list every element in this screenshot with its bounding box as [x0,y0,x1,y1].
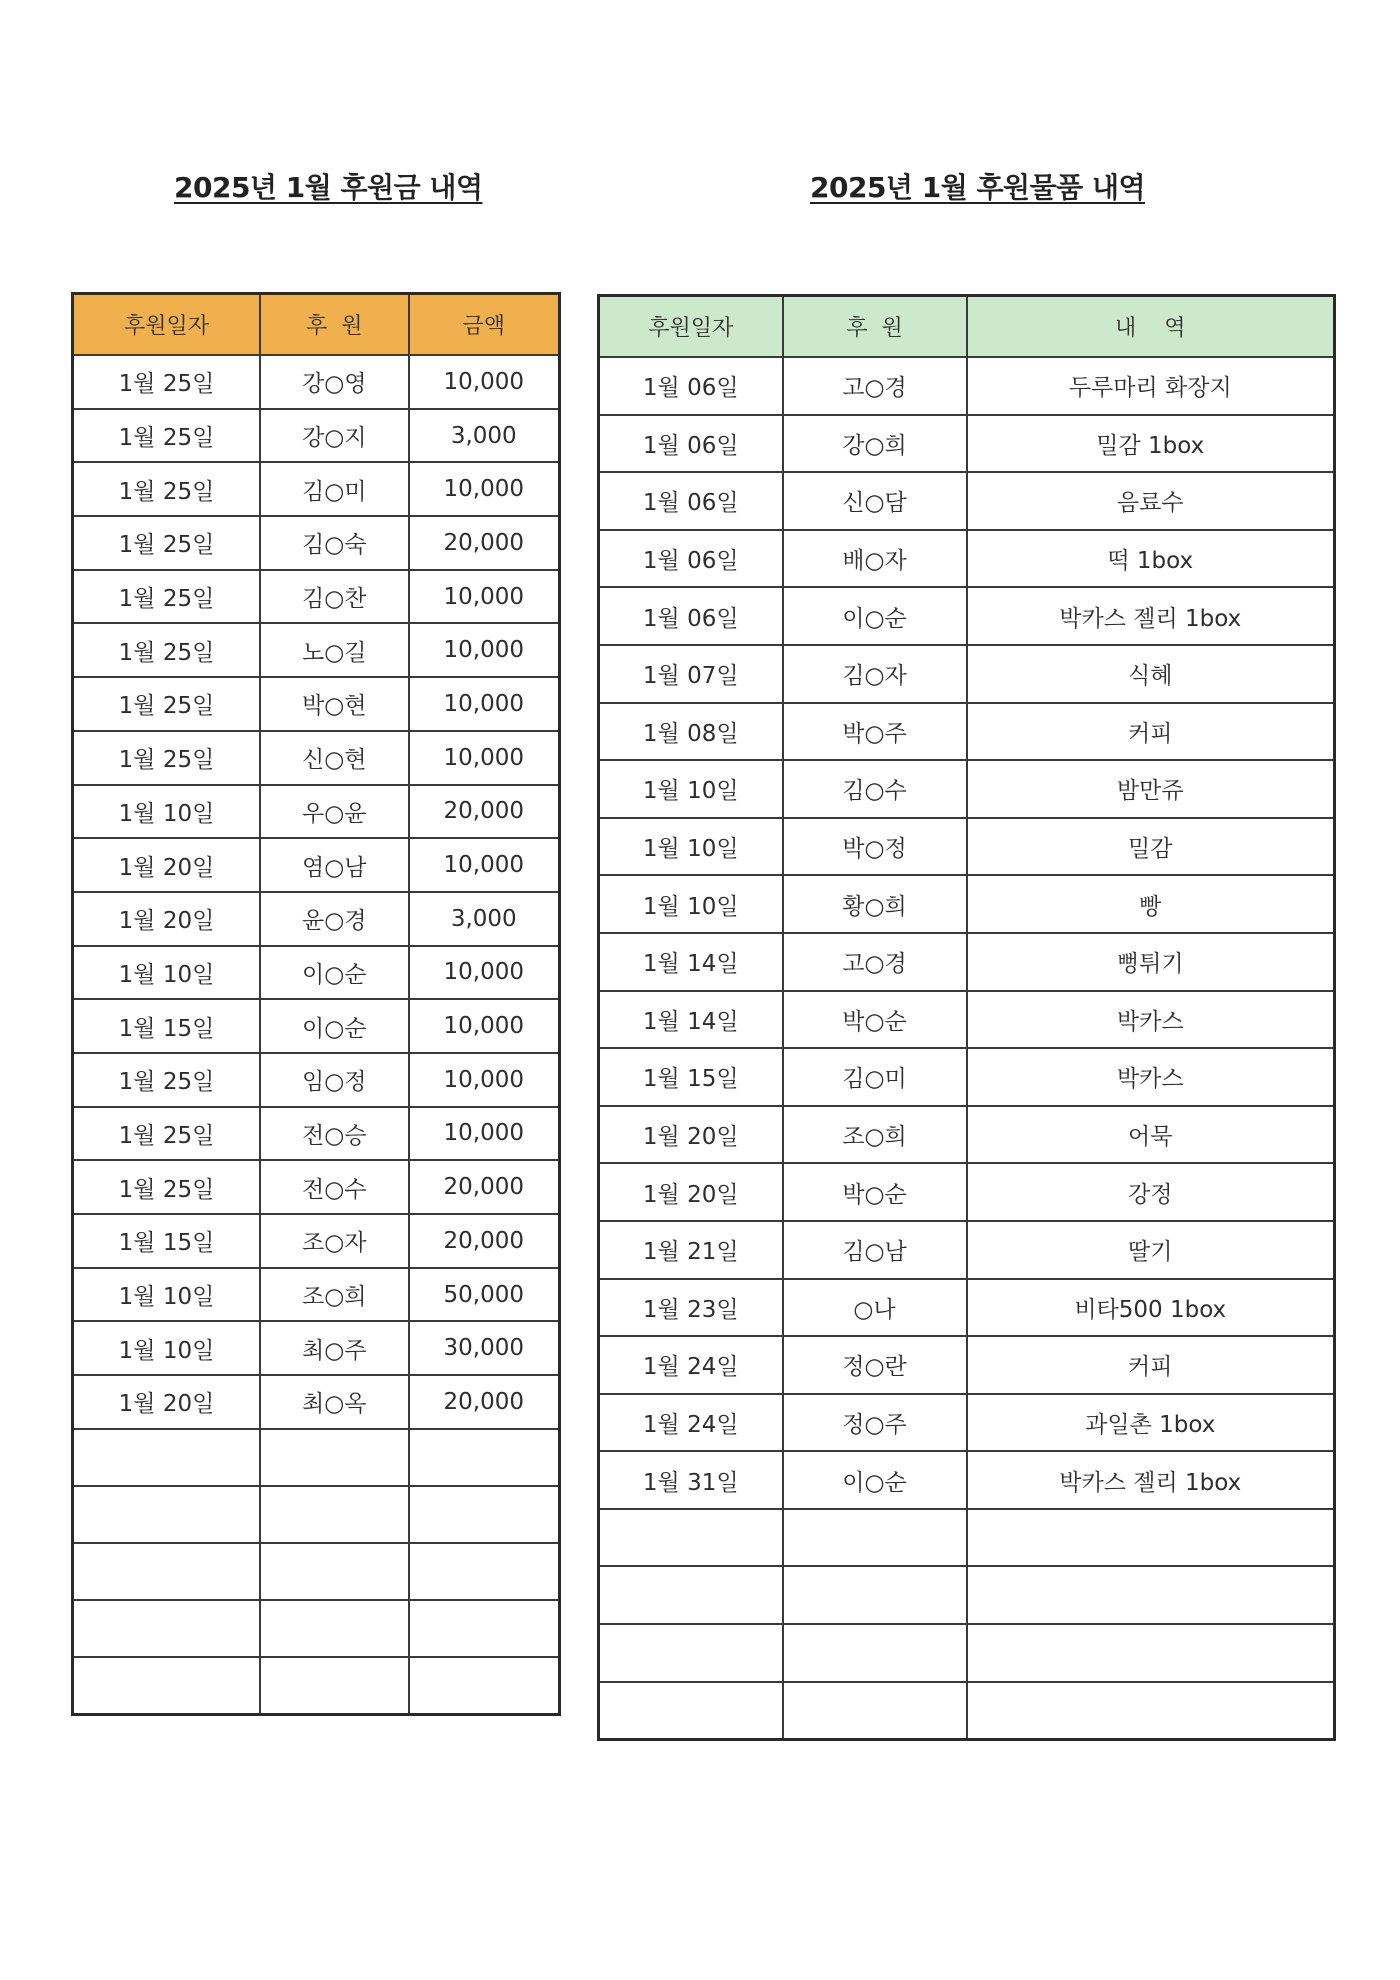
item-cell: 어묵 [967,1106,1335,1164]
donor-cell: 정○란 [783,1336,967,1394]
date-cell: 1월 25일 [73,1053,260,1107]
empty-table-row [73,1543,560,1600]
table-row [73,1160,560,1214]
donation-money-rows [73,355,560,1714]
donor-cell: 김○찬 [260,570,409,624]
date-cell: 1월 23일 [599,1279,783,1337]
donation-money-table [71,292,561,1716]
donor-cell: 김○남 [783,1221,967,1279]
item-cell: 떡 1box [967,530,1335,588]
donor-cell: 윤○경 [260,892,409,946]
donor-cell: 조○희 [260,1268,409,1322]
donor-cell: 신○현 [260,731,409,785]
column-header-items: 내 역 [967,296,1335,358]
item-cell: 박카스 [967,1048,1335,1106]
item-cell: 두루마리 화장지 [967,357,1335,415]
empty-amount-cell [409,1543,560,1600]
table-row [73,999,560,1053]
date-cell: 1월 15일 [73,1214,260,1268]
empty-date-cell [599,1624,783,1682]
donor-cell: 최○옥 [260,1375,409,1429]
item-cell: 커피 [967,1336,1335,1394]
item-cell: 식혜 [967,645,1335,703]
donor-cell: 황○희 [783,875,967,933]
empty-item-cell [967,1624,1335,1682]
date-cell: 1월 31일 [599,1451,783,1509]
date-cell: 1월 10일 [73,785,260,839]
amount-cell: 20,000 [409,1375,560,1429]
date-cell: 1월 15일 [73,999,260,1053]
amount-cell: 3,000 [409,892,560,946]
amount-cell: 10,000 [409,677,560,731]
donor-cell: 우○윤 [260,785,409,839]
table-row [599,645,1335,703]
table-row [599,1394,1335,1452]
table-row [73,1321,560,1375]
item-cell: 커피 [967,703,1335,761]
amount-cell: 10,000 [409,1107,560,1161]
item-cell: 밤만쥬 [967,760,1335,818]
date-cell: 1월 06일 [599,472,783,530]
empty-donor-cell [783,1624,967,1682]
item-cell: 과일촌 1box [967,1394,1335,1452]
donor-cell: 김○수 [783,760,967,818]
empty-table-row [73,1429,560,1486]
empty-date-cell [73,1486,260,1543]
empty-amount-cell [409,1429,560,1486]
date-cell: 1월 08일 [599,703,783,761]
table-row [599,415,1335,473]
donor-cell: 김○숙 [260,516,409,570]
item-cell: 강정 [967,1163,1335,1221]
donor-cell: 고○경 [783,357,967,415]
date-cell: 1월 10일 [599,818,783,876]
date-cell: 1월 20일 [599,1106,783,1164]
column-header-amount: 금액 [409,294,560,356]
donor-cell: 조○희 [783,1106,967,1164]
donor-cell: 박○순 [783,1163,967,1221]
donor-cell: 김○자 [783,645,967,703]
donor-cell: 임○정 [260,1053,409,1107]
donor-cell: 전○승 [260,1107,409,1161]
table-row [73,1268,560,1322]
table-row [599,587,1335,645]
table-row [73,355,560,409]
donor-cell: 이○순 [783,587,967,645]
empty-donor-cell [260,1429,409,1486]
date-cell: 1월 06일 [599,530,783,588]
amount-cell: 20,000 [409,1214,560,1268]
donor-cell: 고○경 [783,933,967,991]
date-cell: 1월 06일 [599,415,783,473]
date-cell: 1월 24일 [599,1394,783,1452]
donor-cell: 박○현 [260,677,409,731]
table-row [599,1221,1335,1279]
empty-donor-cell [260,1657,409,1715]
table-row [73,1053,560,1107]
donation-goods-table [597,294,1336,1741]
table-row [73,731,560,785]
table-row [599,875,1335,933]
empty-item-cell [967,1509,1335,1567]
table-row [73,946,560,1000]
empty-date-cell [599,1682,783,1740]
table-row [599,472,1335,530]
date-cell: 1월 20일 [73,838,260,892]
amount-cell: 10,000 [409,1053,560,1107]
donation-goods-title: 2025년 1월 후원물품 내역 [810,171,1146,204]
empty-table-row [73,1600,560,1657]
donor-cell: 김○미 [783,1048,967,1106]
empty-table-row [599,1509,1335,1567]
date-cell: 1월 21일 [599,1221,783,1279]
item-cell: 박카스 젤리 1box [967,587,1335,645]
empty-amount-cell [409,1657,560,1715]
donation-goods-rows [599,357,1335,1740]
item-cell: 딸기 [967,1221,1335,1279]
item-cell: 빵 [967,875,1335,933]
column-header-date: 후원일자 [599,296,783,358]
table-row [599,357,1335,415]
table-row [599,1163,1335,1221]
column-header-date: 후원일자 [73,294,260,356]
donor-cell: 전○수 [260,1160,409,1214]
table-row [599,1106,1335,1164]
item-cell: 밀감 [967,818,1335,876]
amount-cell: 10,000 [409,731,560,785]
table-row [73,892,560,946]
date-cell: 1월 25일 [73,516,260,570]
donor-cell: ○나 [783,1279,967,1337]
table-row [599,1451,1335,1509]
donor-cell: 강○영 [260,355,409,409]
date-cell: 1월 14일 [599,991,783,1049]
item-cell: 음료수 [967,472,1335,530]
date-cell: 1월 10일 [599,760,783,818]
date-cell: 1월 10일 [599,875,783,933]
donor-cell: 이○순 [260,946,409,1000]
empty-date-cell [73,1429,260,1486]
item-cell: 뻥튀기 [967,933,1335,991]
amount-cell: 30,000 [409,1321,560,1375]
table-row [599,991,1335,1049]
table-row [599,818,1335,876]
table-row [599,1336,1335,1394]
donation-money-title: 2025년 1월 후원금 내역 [174,171,483,204]
date-cell: 1월 06일 [599,587,783,645]
donor-cell: 배○자 [783,530,967,588]
date-cell: 1월 24일 [599,1336,783,1394]
table-row [73,677,560,731]
date-cell: 1월 25일 [73,462,260,516]
date-cell: 1월 20일 [73,892,260,946]
empty-date-cell [73,1657,260,1715]
table-row [599,1279,1335,1337]
table-row [73,1214,560,1268]
empty-item-cell [967,1566,1335,1624]
table-row [73,1375,560,1429]
donor-cell: 염○남 [260,838,409,892]
date-cell: 1월 25일 [73,623,260,677]
column-header-donor: 후 원 [260,294,409,356]
table-row [73,623,560,677]
amount-cell: 50,000 [409,1268,560,1322]
donor-cell: 노○길 [260,623,409,677]
date-cell: 1월 07일 [599,645,783,703]
empty-donor-cell [783,1682,967,1740]
date-cell: 1월 25일 [73,355,260,409]
amount-cell: 20,000 [409,1160,560,1214]
donor-cell: 이○순 [260,999,409,1053]
empty-donor-cell [260,1543,409,1600]
table-row [73,516,560,570]
empty-date-cell [73,1543,260,1600]
donor-cell: 조○자 [260,1214,409,1268]
date-cell: 1월 25일 [73,1160,260,1214]
empty-table-row [73,1486,560,1543]
date-cell: 1월 25일 [73,409,260,463]
empty-donor-cell [260,1600,409,1657]
table-row [73,1107,560,1161]
donor-cell: 박○순 [783,991,967,1049]
table-row [599,530,1335,588]
amount-cell: 10,000 [409,946,560,1000]
item-cell: 박카스 젤리 1box [967,1451,1335,1509]
table-row [73,570,560,624]
table-row [73,785,560,839]
empty-donor-cell [783,1566,967,1624]
amount-cell: 3,000 [409,409,560,463]
table-row [599,760,1335,818]
table-row [599,933,1335,991]
table-row [599,703,1335,761]
empty-table-row [599,1624,1335,1682]
date-cell: 1월 25일 [73,731,260,785]
empty-table-row [599,1566,1335,1624]
amount-cell: 20,000 [409,785,560,839]
empty-date-cell [599,1566,783,1624]
donor-cell: 강○지 [260,409,409,463]
date-cell: 1월 10일 [73,946,260,1000]
empty-date-cell [73,1600,260,1657]
date-cell: 1월 14일 [599,933,783,991]
empty-table-row [73,1657,560,1715]
table-header-row [73,294,560,356]
date-cell: 1월 20일 [599,1163,783,1221]
date-cell: 1월 25일 [73,570,260,624]
empty-amount-cell [409,1486,560,1543]
empty-item-cell [967,1682,1335,1740]
item-cell: 박카스 [967,991,1335,1049]
donor-cell: 최○주 [260,1321,409,1375]
date-cell: 1월 20일 [73,1375,260,1429]
date-cell: 1월 25일 [73,677,260,731]
amount-cell: 10,000 [409,462,560,516]
empty-table-row [599,1682,1335,1740]
date-cell: 1월 10일 [73,1321,260,1375]
date-cell: 1월 25일 [73,1107,260,1161]
amount-cell: 20,000 [409,516,560,570]
donor-cell: 박○주 [783,703,967,761]
table-row [73,462,560,516]
table-header-row [599,296,1335,358]
empty-donor-cell [783,1509,967,1567]
item-cell: 비타500 1box [967,1279,1335,1337]
amount-cell: 10,000 [409,838,560,892]
amount-cell: 10,000 [409,623,560,677]
table-row [599,1048,1335,1106]
donor-cell: 신○담 [783,472,967,530]
empty-donor-cell [260,1486,409,1543]
donor-cell: 이○순 [783,1451,967,1509]
donor-cell: 강○희 [783,415,967,473]
amount-cell: 10,000 [409,570,560,624]
amount-cell: 10,000 [409,999,560,1053]
donor-cell: 박○정 [783,818,967,876]
table-row [73,409,560,463]
table-row [73,838,560,892]
column-header-donor: 후 원 [783,296,967,358]
date-cell: 1월 15일 [599,1048,783,1106]
donor-cell: 김○미 [260,462,409,516]
item-cell: 밀감 1box [967,415,1335,473]
donor-cell: 정○주 [783,1394,967,1452]
date-cell: 1월 06일 [599,357,783,415]
date-cell: 1월 10일 [73,1268,260,1322]
amount-cell: 10,000 [409,355,560,409]
empty-amount-cell [409,1600,560,1657]
empty-date-cell [599,1509,783,1567]
